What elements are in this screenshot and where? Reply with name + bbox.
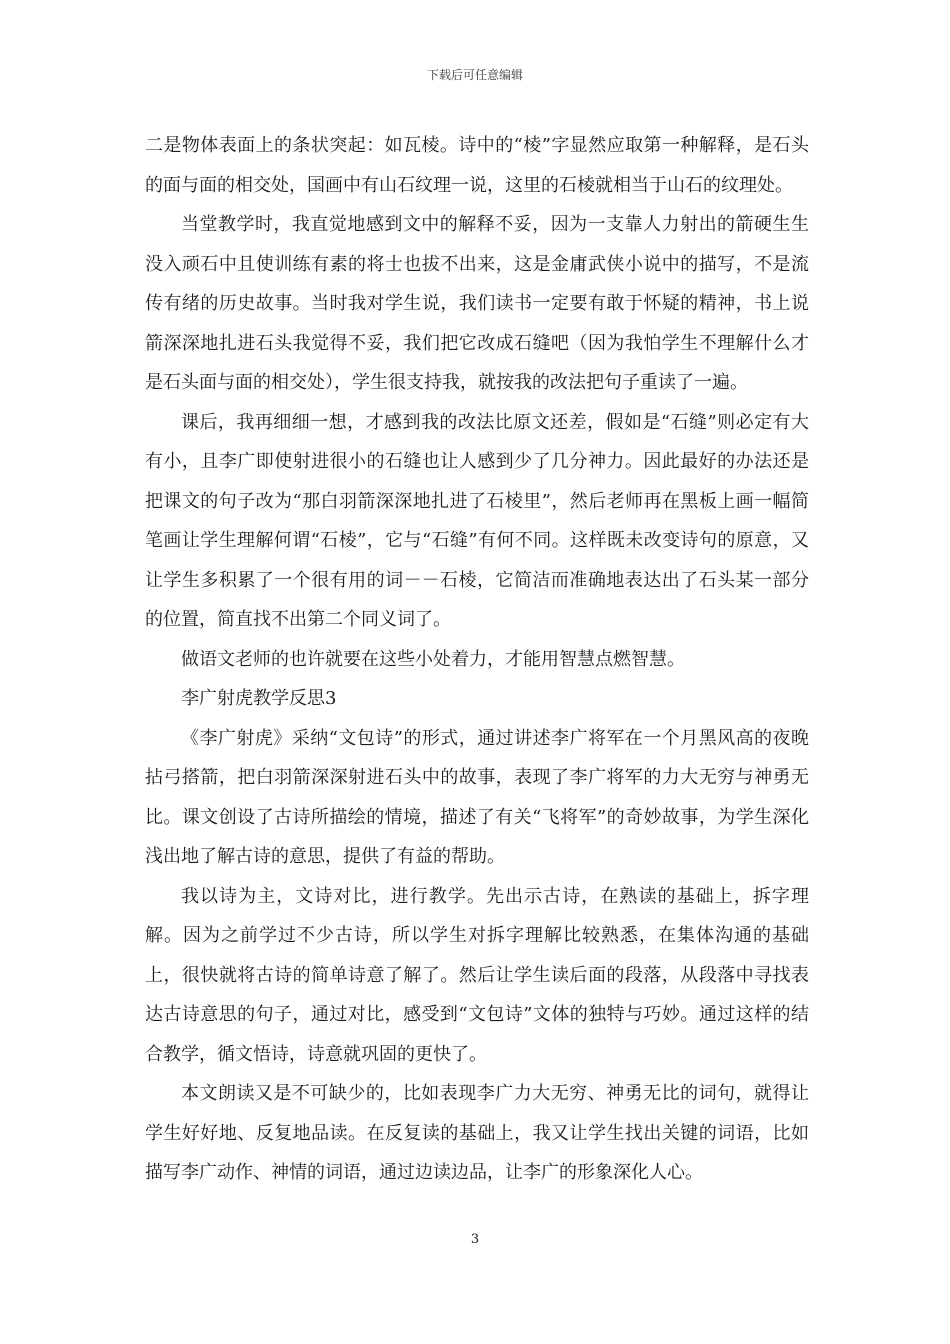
paragraph-2: 当堂教学时，我直觉地感到文中的解释不妥，因为一支靠人力射出的箭硬生生没入顽石中且使训练有素的将士也拔不出来，这是金庸武侠小说中的描写，不是流传有绪的历史故事。当时我对学生说，我们读书一定要有敢于怀疑的精神，书上说箭深深地扎进石头我觉得不妥，我们把它改成石缝吧（因为我怕学生不理解什么才是石头面与面的相交处），学生很支持我，就按我的改法把句子重读了一遍。 — [145, 214, 809, 393]
paragraph-1: 二是物体表面上的条状突起：如瓦棱。诗中的“棱”字显然应取第一种解释，是石头的面与面的相交处，国画中有山石纹理一说，这里的石棱就相当于山石的纹理处。 — [145, 135, 809, 196]
paragraph-5: 《李广射虎》采纳“文包诗”的形式，通过讲述李广将军在一个月黑风高的夜晚拈弓搭箭，把白羽箭深深射进石头中的故事，表现了李广将军的力大无穷与神勇无比。课文创设了古诗所描绘的情境，描述了有关“飞将军”的奇妙故事，为学生深化浅出地了解古诗的意思，提供了有益的帮助。 — [145, 727, 809, 867]
section-heading: 李广射虎教学反思3 — [181, 688, 337, 709]
page-number: 3 — [470, 1232, 480, 1247]
paragraph-7: 本文朗读又是不可缺少的，比如表现李广力大无穷、神勇无比的词句，就得让学生好好地、反复地品读。在反复读的基础上，我又让学生找出关键的词语，比如描写李广动作、神情的词语，通过边读边品，让李广的形象深化人心。 — [145, 1083, 809, 1183]
paragraph-6: 我以诗为主，文诗对比，进行教学。先出示古诗，在熟读的基础上，拆字理解。因为之前学过不少古诗，所以学生对拆字理解比较熟悉，在集体沟通的基础上，很快就将古诗的简单诗意了解了。然后让学生读后面的段落，从段落中寻找表达古诗意思的句子，通过对比，感受到“文包诗”文体的独特与巧妙。通过这样的结合教学，循文悟诗，诗意就巩固的更快了。 — [145, 885, 809, 1065]
page-header: 下载后可任意编辑 — [426, 68, 523, 82]
paragraph-4: 做语文老师的也许就要在这些小处着力，才能用智慧点燃智慧。 — [181, 648, 685, 670]
document-body — [145, 126, 809, 1193]
paragraph-3: 课后，我再细细一想，才感到我的改法比原文还差，假如是“石缝”则必定有大有小，且李广即使射进很小的石缝也让人感到少了几分神力。因此最好的办法还是把课文的句子改为“那白羽箭深深地扎进了石棱里”，然后老师再在黑板上画一幅简笔画让学生理解何谓“石棱”，它与“石缝”有何不同。这样既未改变诗句的原意，又让学生多积累了一个很有用的词－－石棱，它简洁而准确地表达出了石头某一部分的位置，简直找不出第二个同义词了。 — [145, 411, 809, 630]
